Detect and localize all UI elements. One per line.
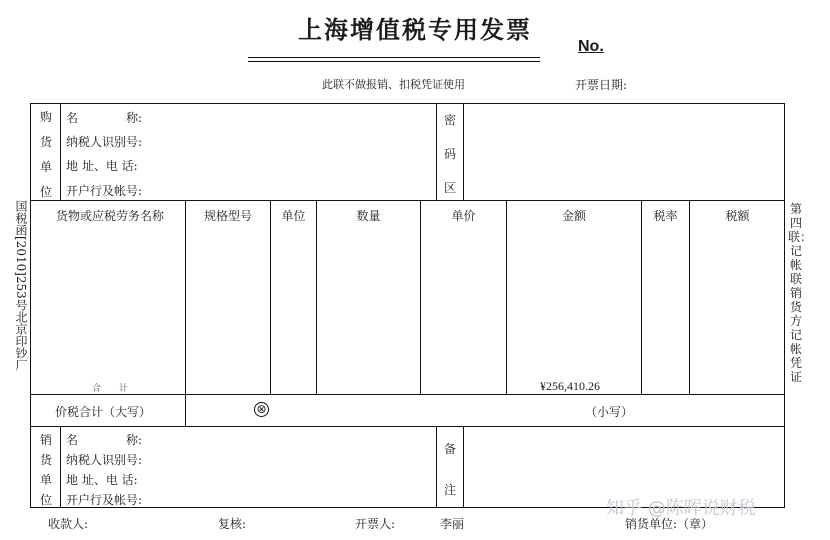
seller-bank-label: 开户行及帐号: [66, 493, 143, 507]
header-tax-amount: 税额 [725, 209, 750, 223]
buyer-label-char: 货 [39, 135, 52, 149]
rule-buyer-bottom [30, 200, 785, 201]
header-goods-name: 货物或应税劳务名称 [55, 209, 164, 223]
seller-address-label: 地 址、电 话: [66, 473, 138, 487]
issue-date-label: 开票日期: [575, 78, 628, 92]
rule-v [689, 200, 690, 394]
issuer-label: 开票人: [355, 517, 396, 531]
header-spec: 规格型号 [203, 209, 252, 223]
rule-v [420, 200, 421, 394]
title-double-rule [248, 57, 540, 62]
buyer-label-char: 单 [39, 160, 52, 174]
seller-label-char: 销 [39, 433, 52, 447]
buyer-label-char: 位 [39, 185, 52, 199]
seller-stamp-label: 销货单位:（章） [625, 517, 714, 531]
watermark-text: 知乎 @陈晖说财税 [606, 498, 756, 519]
password-area-char: 区 [443, 181, 456, 195]
buyer-label-char: 购 [39, 110, 52, 124]
buyer-name-label: 名 称: [66, 111, 143, 125]
total-in-figures-label: （小写） [585, 405, 634, 419]
header-amount: 金额 [561, 209, 586, 223]
circle-x-icon: ⊗ [254, 402, 269, 417]
rule-v [463, 426, 464, 508]
rule-v [60, 103, 61, 200]
header-unit-price: 单价 [451, 209, 476, 223]
header-unit: 单位 [281, 209, 306, 223]
issuer-name: 李丽 [440, 517, 465, 531]
payee-label: 收款人: [48, 517, 89, 531]
rule-v [641, 200, 642, 394]
rule-v [436, 426, 437, 508]
header-tax-rate: 税率 [653, 209, 678, 223]
buyer-taxid-label: 纳税人识别号: [66, 135, 143, 149]
subtotal-label: 合 计 [92, 384, 129, 394]
printer-note: 国税函[2010]253号北京印钞厂 [14, 200, 28, 371]
seller-label-char: 位 [39, 493, 52, 507]
seller-taxid-label: 纳税人识别号: [66, 453, 143, 467]
remark-char: 备 [443, 442, 456, 456]
rule-total-bottom [30, 426, 785, 427]
buyer-address-label: 地 址、电 话: [66, 159, 138, 173]
password-area-char: 码 [443, 147, 456, 161]
seller-label-char: 货 [39, 453, 52, 467]
buyer-bank-label: 开户行及帐号: [66, 184, 143, 198]
rule-v [506, 200, 507, 394]
invoice-number-label: No. [578, 38, 604, 55]
password-area-char: 密 [443, 113, 456, 127]
rule-items-bottom [30, 394, 785, 395]
rule-v [463, 103, 464, 200]
seller-label-char: 单 [39, 473, 52, 487]
invoice-table-frame [30, 103, 785, 508]
copy-note: 第四联：记帐联 销货方记帐凭证 [788, 202, 813, 384]
rule-v [436, 103, 437, 200]
reviewer-label: 复核: [218, 517, 247, 531]
total-in-words-label: 价税合计（大写） [55, 405, 152, 419]
rule-v [185, 200, 186, 426]
subtotal-amount: ¥256,410.26 [540, 379, 600, 393]
invoice-subtitle: 此联不做报销、扣税凭证使用 [322, 78, 465, 91]
invoice-title: 上海增值税专用发票 [298, 15, 532, 44]
header-quantity: 数量 [356, 209, 381, 223]
remark-char: 注 [443, 483, 456, 497]
rule-v [270, 200, 271, 394]
rule-v [316, 200, 317, 394]
seller-name-label: 名 称: [66, 433, 143, 447]
rule-v [60, 426, 61, 508]
